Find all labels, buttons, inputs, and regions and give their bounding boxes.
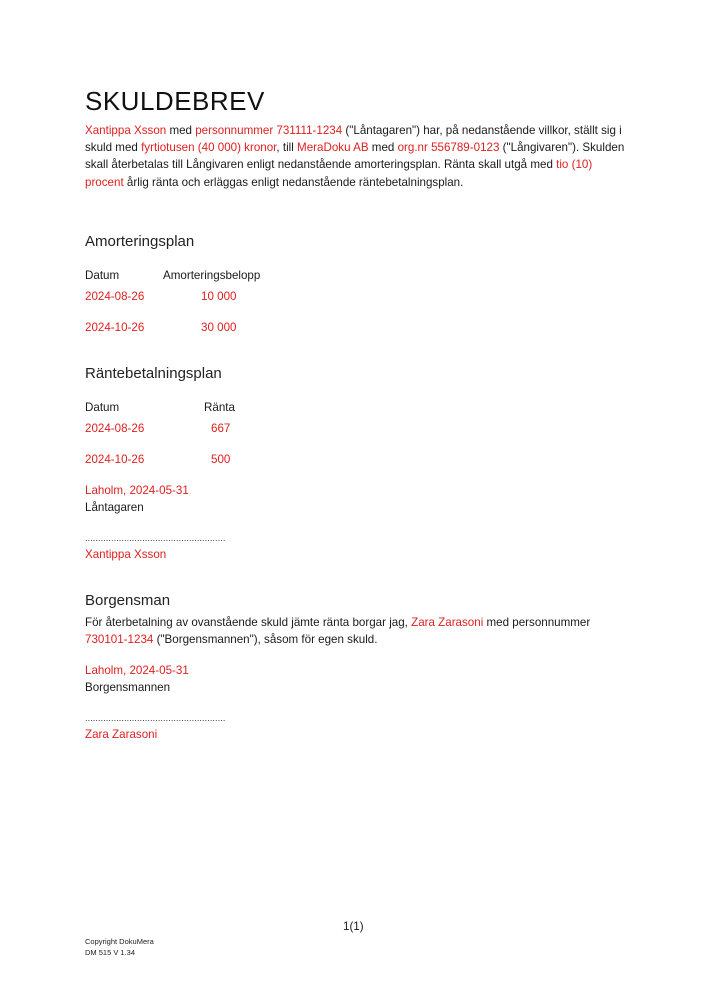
- amortization-row-amount: 30 000: [201, 321, 237, 334]
- footer: [85, 936, 154, 958]
- intro-segment: med: [368, 141, 398, 155]
- page-number: 1(1): [343, 920, 364, 933]
- guarantor-segment: För återbetalning av ovanstående skuld jämte ränta borgar jag,: [85, 616, 412, 629]
- intro-segment: , till: [276, 141, 298, 155]
- borrower-signature-line: ......................................................: [85, 533, 226, 543]
- intro-paragraph: [85, 122, 625, 191]
- document-title: SKULDEBREV: [85, 86, 265, 116]
- intro-segment: org.nr 556789-0123: [397, 141, 500, 155]
- intro-segment: personnummer 731111-1234: [195, 124, 343, 137]
- intro-segment: tio (10) procent: [85, 158, 593, 189]
- interest-row-amount: 500: [211, 453, 231, 466]
- guarantor-segment: Zara Zarasoni: [411, 616, 484, 629]
- intro-segment: med: [166, 124, 196, 137]
- guarantor-paragraph: [85, 614, 625, 648]
- intro-segment: MeraDoku AB: [297, 141, 369, 155]
- guarantor-heading: Borgensman: [85, 592, 171, 609]
- amortization-col-amount: Amorteringsbelopp: [163, 269, 261, 282]
- amortization-row-date: 2024-08-26: [85, 290, 145, 303]
- borrower-place-date: Laholm, 2024-05-31: [85, 484, 189, 497]
- interest-col-amount: Ränta: [204, 401, 235, 414]
- guarantor-segment: 730101-1234: [85, 633, 154, 647]
- amortization-col-date: Datum: [85, 269, 120, 282]
- interest-col-date: Datum: [85, 401, 120, 414]
- guarantor-segment: med personnummer: [483, 616, 591, 629]
- intro-segment: Xantippa Xsson: [85, 124, 167, 137]
- intro-segment: årlig ränta och erläggas enligt nedanstående räntebetalningsplan.: [123, 175, 464, 189]
- intro-segment: ("Låntagaren") har, på nedanstående villkor, ställt sig i skuld med: [85, 124, 622, 155]
- amortization-row-amount: 10 000: [201, 290, 237, 303]
- interest-row-date: 2024-08-26: [85, 422, 145, 435]
- interest-row-date: 2024-10-26: [85, 453, 145, 466]
- intro-segment: fyrtiotusen (40 000) kronor: [141, 141, 277, 155]
- intro-segment: ("Långivaren"). Skulden skall återbetalas till Långivaren enligt nedanstående amorteringsplan. Ränta skall utgå med: [85, 141, 625, 172]
- version-text: DM 515 V 1.34: [85, 948, 136, 957]
- borrower-name: Xantippa Xsson: [85, 548, 167, 561]
- amortization-heading: Amorteringsplan: [85, 233, 195, 250]
- guarantor-name: Zara Zarasoni: [85, 728, 158, 741]
- guarantor-role: Borgensmannen: [85, 681, 171, 694]
- guarantor-signature-line: ......................................................: [85, 713, 226, 723]
- guarantor-segment: ("Borgensmannen"), såsom för egen skuld.: [153, 633, 378, 647]
- interest-heading: Räntebetalningsplan: [85, 365, 222, 382]
- guarantor-place-date: Laholm, 2024-05-31: [85, 664, 189, 677]
- copyright-text: Copyright DokuMera: [85, 937, 154, 946]
- borrower-role: Låntagaren: [85, 501, 144, 514]
- interest-row-amount: 667: [211, 422, 231, 435]
- amortization-row-date: 2024-10-26: [85, 321, 145, 334]
